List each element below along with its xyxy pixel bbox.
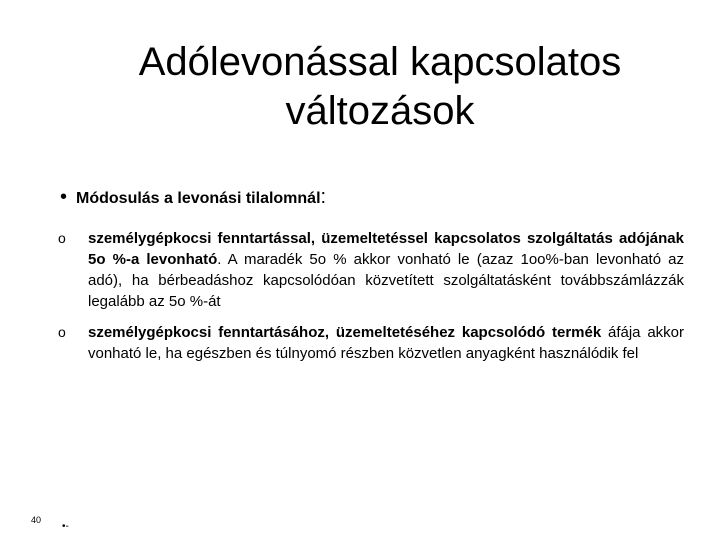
sub-bullet-text (88, 228, 684, 312)
slide-title-line-1: Adólevonással kapcsolatos (138, 40, 622, 84)
circle-bullet-icon: o (58, 324, 66, 340)
sub-bullet-item (58, 228, 684, 312)
slide-title (60, 38, 700, 136)
footer-bullet-mark: •- (62, 521, 69, 532)
sub-bullet-text (88, 322, 684, 364)
page-number: 40 (31, 515, 42, 525)
main-bullet (60, 186, 326, 209)
sub-bullet-normal-text: . A maradék 5o % akkor vonható le (azaz 1oo%-ban levonható az adó), ha bérbeadáshoz kapcsolódóan közvetített szolgáltatásként továbbszámlázzák legalább az 5o %-át (88, 251, 684, 310)
main-bullet-colon: : (320, 186, 327, 208)
bullet-icon: • (60, 186, 68, 208)
sub-bullet-normal-text: áfája akkor vonható le, ha egészben és túlnyomó részben közvetlen anyagként használódik fel (88, 324, 684, 362)
circle-bullet-icon: o (58, 230, 66, 246)
sub-bullet-bold-text: személygépkocsi fenntartásához, üzemeltetéséhez kapcsolódó termék (88, 324, 602, 341)
sub-bullet-bold-text: személygépkocsi fenntartással, üzemeltetéssel kapcsolatos szolgáltatás adójának 5o %-a levonható (88, 230, 684, 268)
main-bullet-text: Módosulás a levonási tilalomnál (76, 190, 321, 207)
sub-bullet-item (58, 322, 684, 364)
slide-title-line-2: változások (285, 89, 475, 133)
